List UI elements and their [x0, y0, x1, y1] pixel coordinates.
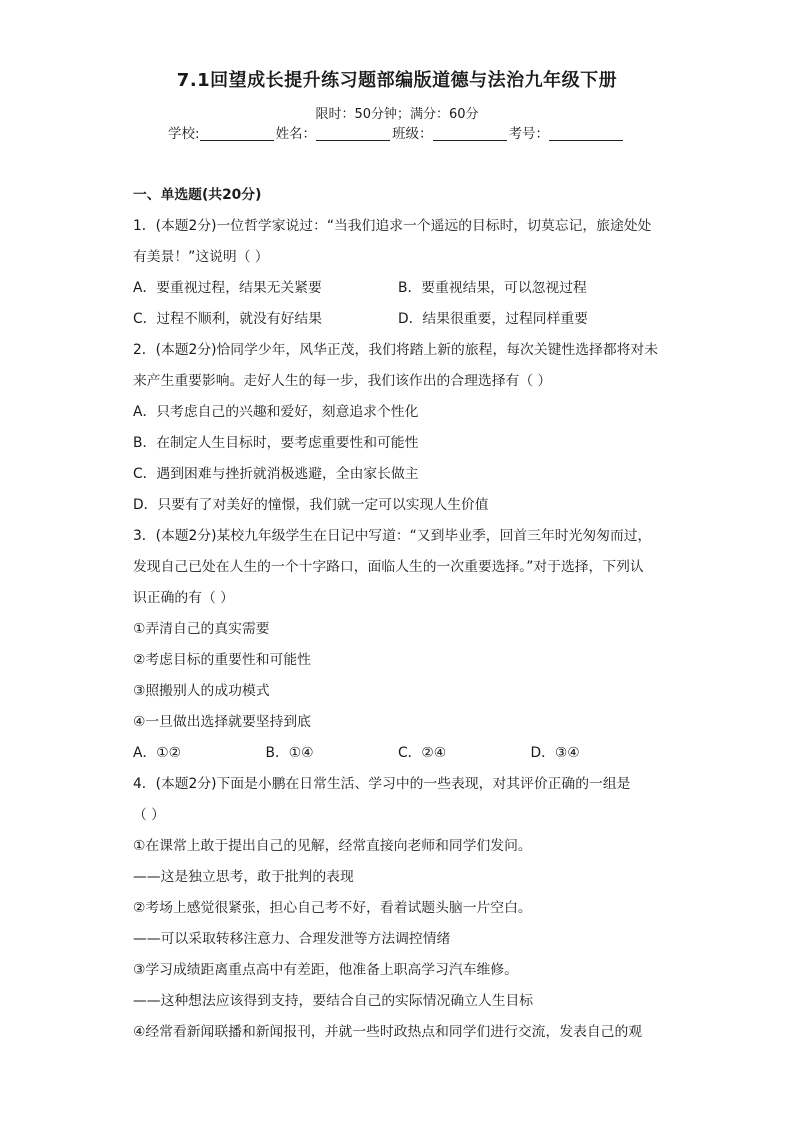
question-4-line-2: （ ）	[133, 807, 165, 823]
q2-option-a[interactable]: A．只考虑自己的兴趣和爱好，刻意追求个性化	[133, 404, 419, 420]
q3-statement-2: ②考虑目标的重要性和可能性	[133, 652, 311, 668]
name-label: 姓名：	[275, 126, 317, 142]
q3-option-a[interactable]: A．①②	[133, 745, 181, 761]
question-3-line-2: 发现自己已处在人生的一个十字路口，面临人生的一次重要选择。”对于选择，下列认	[133, 559, 644, 575]
section-heading: 一、单选题(共20分)	[133, 187, 262, 203]
q4-statement-4: ④经常看新闻联播和新闻报刊，并就一些时政热点和同学们进行交流，发表自己的观	[133, 1024, 643, 1040]
school-blank[interactable]	[200, 126, 274, 141]
q1-option-c[interactable]: C．过程不顺利，就没有好结果	[133, 311, 322, 327]
question-content	[133, 184, 663, 1052]
question-4-line-1: 4．(本题2分)下面是小鹏在日常生活、学习中的一些表现，对其评价正确的一组是	[133, 776, 631, 792]
question-2-line-1: 2．(本题2分)恰同学少年，风华正茂，我们将踏上新的旅程，每次关键性选择都将对未	[133, 342, 659, 358]
q3-statement-3: ③照搬别人的成功模式	[133, 683, 270, 699]
student-info-line	[168, 122, 625, 142]
q1-option-d[interactable]: D．结果很重要，过程同样重要	[398, 311, 588, 327]
class-blank[interactable]	[433, 126, 507, 141]
q4-statement-1-eval: ——这是独立思考，敢于批判的表现	[133, 869, 354, 885]
q2-option-d[interactable]: D．只要有了对美好的憧憬，我们就一定可以实现人生价值	[133, 497, 489, 513]
q3-statement-1: ①弄清自己的真实需要	[133, 621, 270, 637]
question-1-options-row-2	[133, 308, 663, 339]
time-limit-info: 限时：50分钟；满分：60分	[315, 107, 479, 122]
page-title: 7.1回望成长提升练习题部编版道德与法治九年级下册	[176, 70, 618, 91]
question-3-line-1: 3．(本题2分)某校九年级学生在日记中写道：“又到毕业季，回首三年时光匆匆而过，	[133, 528, 652, 544]
question-1-line-2: 有美景！”这说明（ ）	[133, 249, 269, 265]
question-3-options-row	[133, 742, 663, 773]
q1-option-a[interactable]: A．要重视过程，结果无关紧要	[133, 280, 322, 296]
q3-statement-4: ④一旦做出选择就要坚持到底	[133, 714, 311, 730]
name-blank[interactable]	[316, 126, 390, 141]
q3-option-d[interactable]: D．③④	[530, 745, 580, 761]
exam-number-blank[interactable]	[549, 126, 623, 141]
q3-option-b[interactable]: B．①④	[265, 745, 314, 761]
question-3-line-3: 识正确的有（ ）	[133, 590, 234, 606]
q1-option-b[interactable]: B．要重视结果，可以忽视过程	[398, 280, 587, 296]
q4-statement-2: ②考场上感觉很紧张，担心自己考不好，看着试题头脑一片空白。	[133, 900, 532, 916]
q4-statement-3: ③学习成绩距离重点高中有差距，他准备上职高学习汽车维修。	[133, 962, 518, 978]
question-1-line-1: 1．(本题2分)一位哲学家说过：“当我们追求一个遥远的目标时，切莫忘记，旅途处处	[133, 218, 652, 234]
q4-statement-2-eval: ——可以采取转移注意力、合理发泄等方法调控情绪	[133, 931, 451, 947]
q4-statement-1: ①在课常上敢于提出自己的见解，经常直接向老师和同学们发问。	[133, 838, 532, 854]
q2-option-b[interactable]: B．在制定人生目标时，要考虑重要性和可能性	[133, 435, 419, 451]
class-label: 班级：	[392, 126, 433, 142]
exam-number-label: 考号：	[508, 126, 550, 142]
q4-statement-3-eval: ——这种想法应该得到支持，要结合自己的实际情况确立人生目标	[133, 993, 534, 1009]
school-label: 学校:	[168, 126, 200, 142]
question-1-options-row-1	[133, 277, 663, 308]
question-2-line-2: 来产生重要影响。走好人生的每一步，我们该作出的合理选择有（ ）	[133, 373, 552, 389]
q3-option-c[interactable]: C．②④	[398, 745, 447, 761]
q2-option-c[interactable]: C．遇到困难与挫折就消极逃避，全由家长做主	[133, 466, 419, 482]
